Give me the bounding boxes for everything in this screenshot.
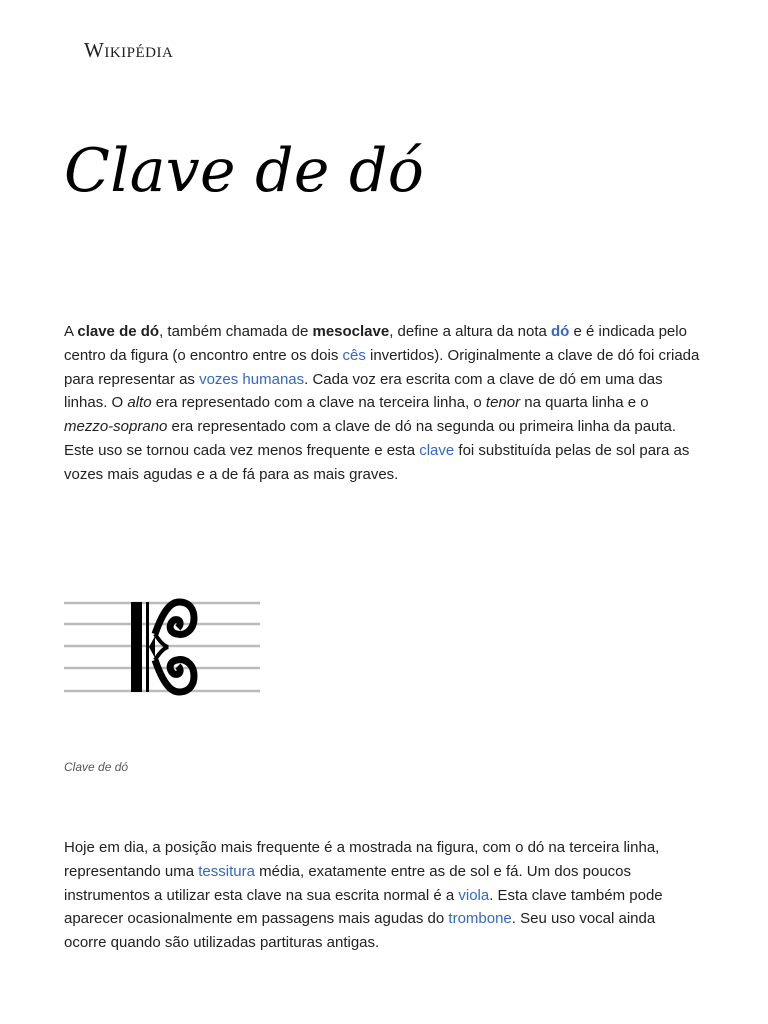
link-viola[interactable]: viola (458, 886, 490, 904)
text-run: . Cada voz era escrita com a clave de dó em uma das linhas. O (64, 370, 663, 412)
text-run: Hoje em dia, a posição mais frequente é a mostrada na figura, com o dó na terceira linha, representando uma (64, 839, 660, 880)
link-ces[interactable]: cês (342, 346, 366, 364)
link-trombone[interactable]: trombone (448, 910, 512, 928)
text-run: invertidos). Originalmente a clave de dó foi criada para representar as (64, 346, 700, 388)
link-do[interactable]: dó (551, 323, 570, 340)
bold-term-clave-de-do: clave de dó (77, 323, 160, 340)
link-clave[interactable]: clave (419, 441, 455, 459)
text-run: e é indicada pelo centro da figura (o encontro entre os dois (64, 323, 687, 364)
link-tessitura[interactable]: tessitura (198, 862, 255, 880)
intro-paragraph (64, 320, 700, 487)
c-clef-figure[interactable] (64, 598, 260, 696)
page-title: Clave de dó (64, 136, 425, 206)
c-clef-icon (64, 598, 260, 696)
italic-term-alto: alto (127, 394, 152, 412)
text-run: média, exatamente entre as de sol e fá. Um dos poucos instrumentos a utilizar esta clave na sua escrita normal é a (64, 862, 632, 904)
bold-term-mesoclave: mesoclave (312, 323, 390, 340)
text-run: foi substituída pelas de sol para as vozes mais agudas e a de fá para as mais graves. (64, 441, 690, 483)
text-run: . Esta clave também pode aparecer ocasionalmente em passagens mais agudas do (64, 886, 663, 928)
link-vozes-humanas[interactable]: vozes humanas (199, 370, 305, 388)
italic-term-mezzo-soprano: mezzo-soprano (64, 418, 168, 436)
italic-term-tenor: tenor (485, 394, 521, 412)
text-run: , também chamada de (159, 323, 313, 340)
text-run: na quarta linha e o (520, 394, 649, 412)
text-run: A (64, 323, 78, 340)
text-run: era representado com a clave de dó na segunda ou primeira linha da pauta. Este uso se tornou cada vez menos frequente e esta (64, 418, 677, 459)
wikipedia-wordmark[interactable]: Wikipédia (84, 38, 174, 62)
figure-caption: Clave de dó (64, 760, 129, 774)
text-run: . Seu uso vocal ainda ocorre quando são utilizadas partituras antigas. (64, 910, 656, 952)
text-run: era representado com a clave na terceira linha, o (151, 394, 486, 412)
second-paragraph (64, 836, 700, 955)
text-run: , define a altura da nota (389, 323, 552, 340)
